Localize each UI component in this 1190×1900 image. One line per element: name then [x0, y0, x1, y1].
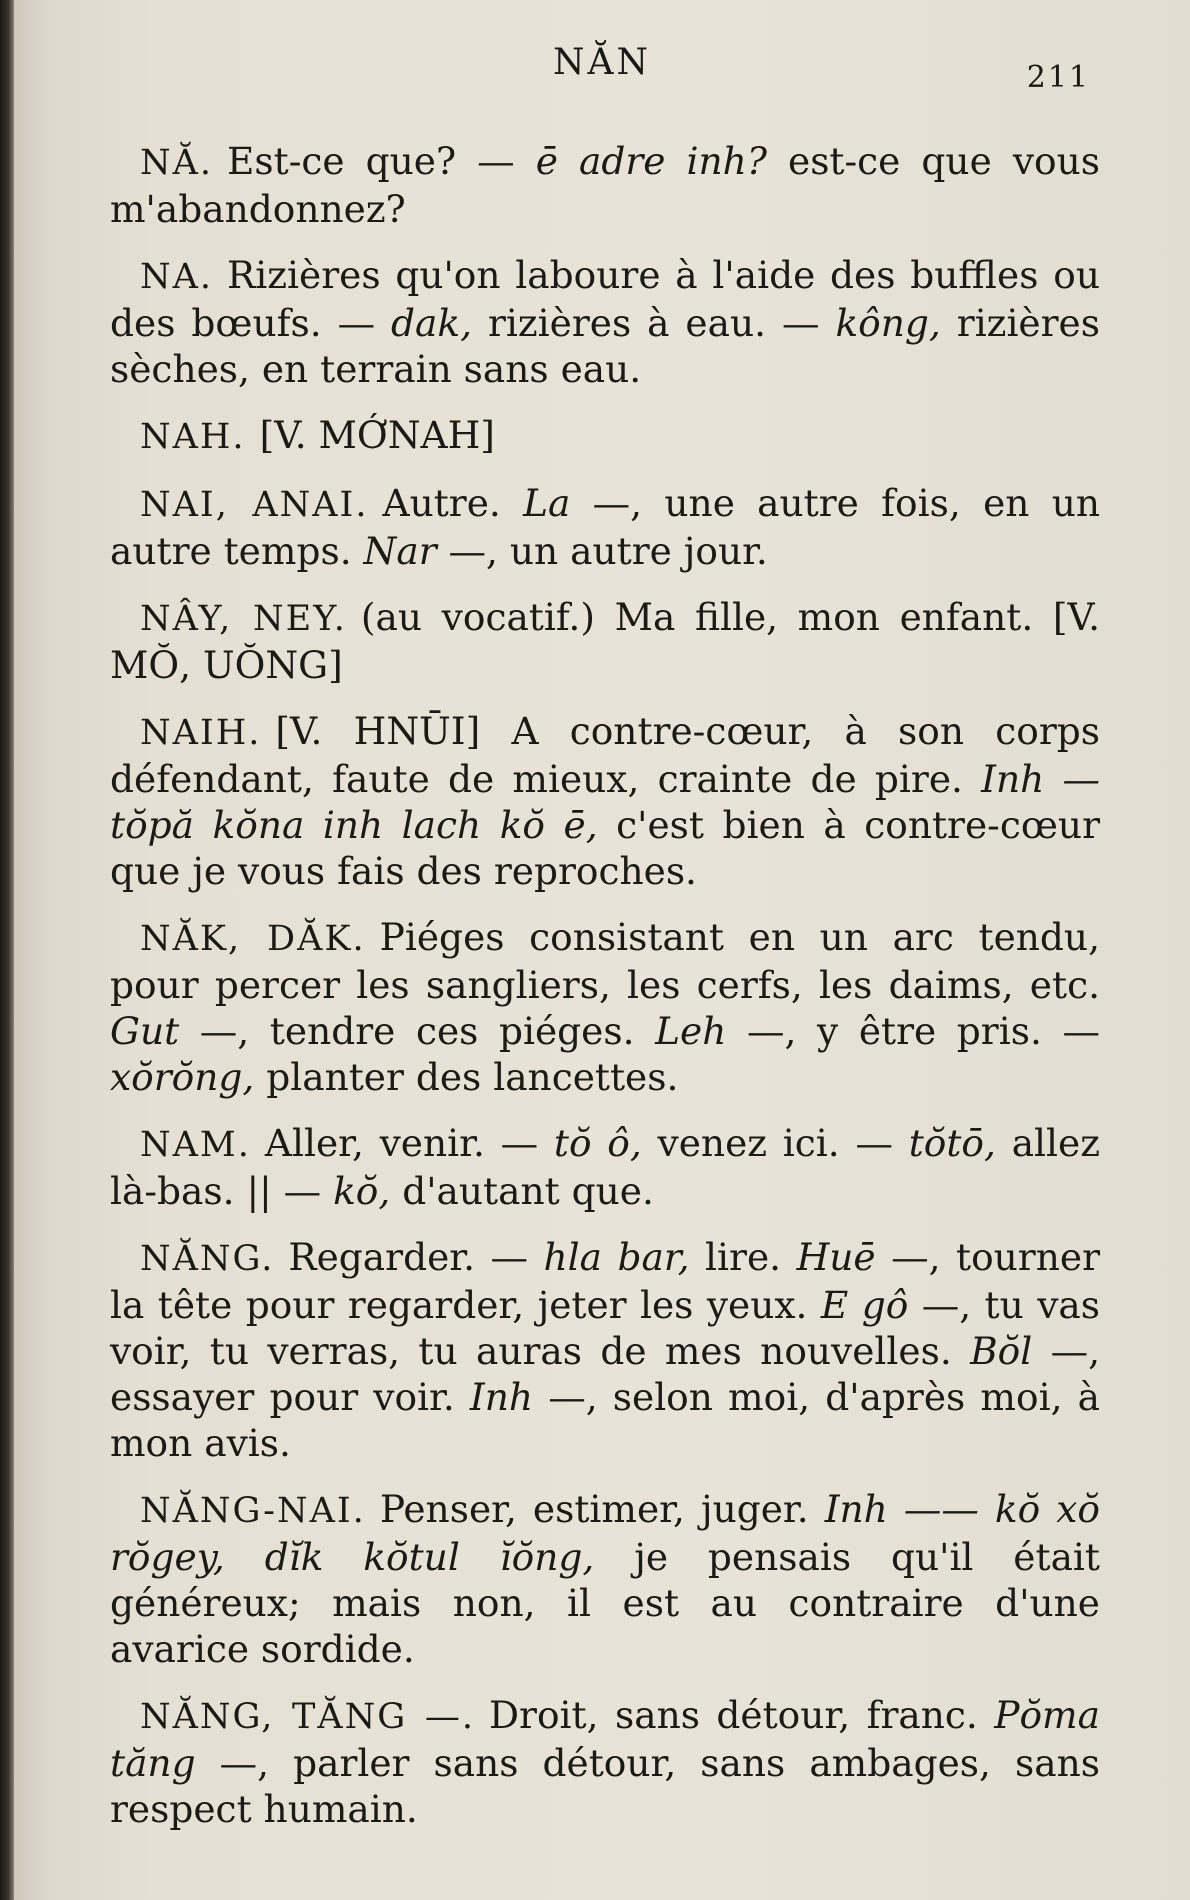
dictionary-entry	[110, 1234, 1100, 1466]
book-binding-gutter	[0, 0, 14, 1900]
entry-example-text: Bŏl	[970, 1329, 1033, 1373]
entry-headword: NĂNG.	[140, 1239, 275, 1279]
entry-definition-text: d'autant que.	[390, 1169, 654, 1213]
entry-definition-text: —, tourner la tête pour regarder, jeter les yeux.	[110, 1235, 1100, 1327]
dictionary-entry	[110, 412, 1100, 460]
entry-definition-text: est-ce que vous m'abandonnez?	[110, 139, 1100, 231]
entry-example-text: kŏ,	[333, 1169, 391, 1213]
entry-example-text: Leh	[655, 1009, 727, 1053]
entry-definition-text: Aller, venir. —	[264, 1121, 554, 1165]
dictionary-entry	[110, 594, 1100, 688]
entry-headword: NĂK, DĂK.	[140, 919, 366, 959]
entry-example-text: hla bar,	[543, 1235, 690, 1279]
dictionary-entry	[110, 138, 1100, 232]
entry-example-text: Pŏma tăng	[110, 1693, 1100, 1785]
entry-definition-text: c'est bien à contre-cœur que je vous fais des reproches.	[110, 803, 1100, 893]
dictionary-entry	[110, 1486, 1100, 1672]
entry-definition-text: je pensais qu'il était généreux; mais non, il est au contraire d'une avarice sordide.	[110, 1535, 1100, 1671]
entry-example-text: ē adre inh?	[535, 139, 767, 183]
dictionary-entry	[110, 914, 1100, 1100]
entry-definition-text: —, essayer pour voir.	[110, 1329, 1100, 1419]
entry-headword: NA.	[140, 257, 214, 297]
entry-example-text: tŏtō,	[908, 1121, 996, 1165]
page-number: 211	[1026, 60, 1090, 95]
entry-definition-text: —, y être pris. —	[726, 1009, 1100, 1053]
entry-definition-text: planter des lancettes.	[254, 1055, 679, 1099]
entry-headword: NĂ.	[140, 143, 214, 183]
entry-example-text: La	[523, 481, 571, 525]
entry-definition-text: Droit, sans détour, franc.	[488, 1693, 995, 1737]
entry-example-text: dak,	[391, 301, 473, 345]
entry-definition-text: lire.	[689, 1235, 797, 1279]
entry-definition-text: [V. HNŪI] A contre-cœur, à son corps défendant, faute de mieux, crainte de pire.	[110, 709, 1100, 801]
dictionary-entry	[110, 1692, 1100, 1832]
entry-definition-text: Piéges consistant en un arc tendu, pour percer les sangliers, les cerfs, les daims, etc.	[110, 915, 1100, 1007]
entry-definition-text: venez ici. —	[641, 1121, 909, 1165]
entry-headword: NÂY, NEY.	[140, 599, 347, 639]
running-head: NĂN	[553, 42, 651, 83]
entry-definition-text: [V. MỚNAH]	[259, 413, 495, 457]
entry-example-text: E gô	[820, 1283, 909, 1327]
entry-headword: NĂNG-NAI.	[140, 1491, 366, 1531]
entry-example-text: Huē	[796, 1235, 876, 1279]
entry-definition-text: —, parler sans détour, sans ambages, sans respect humain.	[110, 1741, 1100, 1831]
entry-definition-text: —, tu vas voir, tu verras, tu auras de mes nouvelles.	[110, 1283, 1100, 1373]
entry-headword: NAH.	[140, 417, 246, 457]
dictionary-entry	[110, 1120, 1100, 1214]
entry-definition-text: —, selon moi, d'après moi, à mon avis.	[110, 1375, 1100, 1465]
dictionary-entry	[110, 708, 1100, 894]
entry-headword: NAM.	[140, 1125, 251, 1165]
entry-example-text: kông,	[835, 301, 941, 345]
dictionary-entry	[110, 480, 1100, 574]
entry-definition-text: Regarder. —	[288, 1235, 544, 1279]
entry-definition-text: —, une autre fois, en un autre temps.	[110, 481, 1101, 573]
entry-example-text: Inh —— kŏ xŏ rŏgey, dĭk kŏtul ĭŏng,	[110, 1487, 1100, 1579]
entry-definition-text: rizières à eau. —	[472, 301, 836, 345]
entry-example-text: Inh — tŏpă kŏna inh lach kŏ ē,	[110, 757, 1101, 847]
dictionary-page	[14, 0, 1190, 1900]
entry-definition-text: rizières sèches, en terrain sans eau.	[110, 301, 1100, 391]
entry-example-text: Nar	[363, 529, 437, 573]
entry-definition-text: Est-ce que? —	[227, 139, 536, 183]
dictionary-entry	[110, 252, 1100, 392]
entry-headword: NAI, ANAI.	[140, 485, 369, 525]
entry-definition-text: —, un autre jour.	[436, 529, 768, 573]
entry-definition-text: Penser, estimer, juger.	[379, 1487, 825, 1531]
entry-headword: NAIH.	[140, 713, 262, 753]
entry-example-text: tŏ ô,	[553, 1121, 642, 1165]
entry-headword: NĂNG, TĂNG —.	[140, 1697, 475, 1737]
entry-definition-text: Rizières qu'on laboure à l'aide des buffles ou des bœufs. —	[110, 253, 1100, 345]
entry-definition-text: (au vocatif.) Ma fille, mon enfant. [V. MŎ, UŎNG]	[110, 595, 1100, 687]
entry-list	[110, 138, 1100, 1852]
entry-example-text: Gut	[110, 1009, 180, 1053]
entry-definition-text: —, tendre ces piéges.	[179, 1009, 656, 1053]
entry-definition-text: allez là-bas. || —	[110, 1121, 1100, 1213]
entry-example-text: xŏrŏng,	[110, 1055, 255, 1099]
entry-example-text: Inh	[469, 1375, 534, 1419]
entry-definition-text: Autre.	[382, 481, 524, 525]
